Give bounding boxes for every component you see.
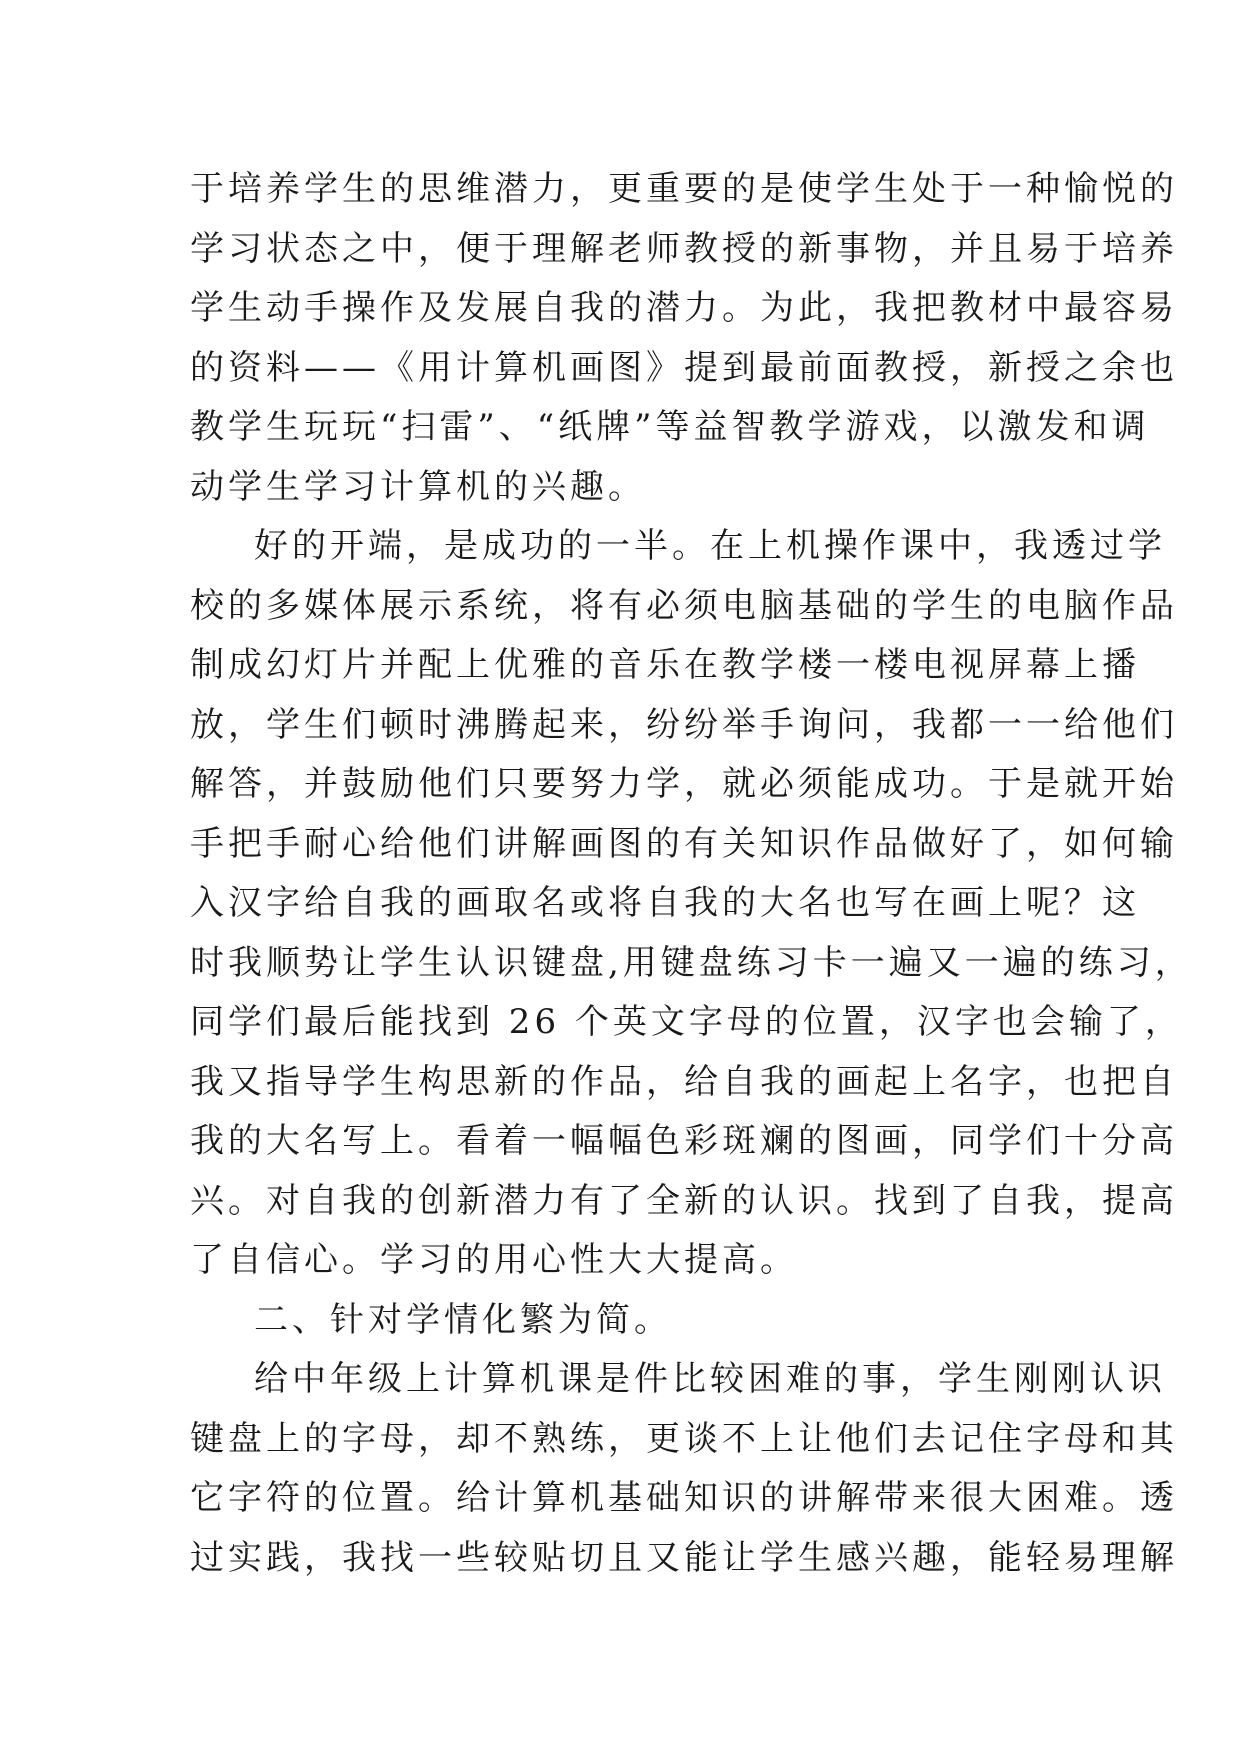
text-line: 的资料——《用计算机画图》提到最前面教授，新授之余也 [190, 347, 1178, 388]
text-line: 学习状态之中，便于理解老师教授的新事物，并且易于培养 [190, 228, 1178, 269]
text-line: 解答，并鼓励他们只要努力学，就必须能成功。于是就开始 [190, 764, 1178, 804]
text-line: 于培养学生的思维潜力，更重要的是使学生处于一种愉悦的 [190, 169, 1178, 209]
text-line: 键盘上的字母，却不熟练，更谈不上让他们去记住字母和其 [190, 1418, 1178, 1459]
text-line: 放，学生们顿时沸腾起来，纷纷举手询问，我都一一给他们 [190, 704, 1178, 745]
text-line: 教学生玩玩“扫雷”、“纸牌”等益智教学游戏，以激发和调 [190, 407, 1150, 447]
text-line: 了自信心。学习的用心性大大提高。 [190, 1240, 798, 1280]
text-line: 过实践，我找一些较贴切且又能让学生感兴趣，能轻易理解 [190, 1537, 1178, 1578]
text-line: 兴。对自我的创新潜力有了全新的认识。找到了自我，提高 [190, 1180, 1178, 1221]
paragraph-start-line: 给中年级上计算机课是件比较困难的事，学生刚刚认识 [254, 1359, 1166, 1399]
text-line: 入汉字给自我的画取名或将自我的大名也写在画上呢？这 [190, 883, 1140, 923]
text-line: 它字符的位置。给计算机基础知识的讲解带来很大困难。透 [190, 1478, 1178, 1518]
text-line: 我的大名写上。看着一幅幅色彩斑斓的图画，同学们十分高 [190, 1121, 1178, 1161]
paragraph-start-line: 好的开端，是成功的一半。在上机操作课中，我透过学 [254, 526, 1166, 566]
text-line: 同学们最后能找到 26 个英文字母的位置，汉字也会输了， [190, 1002, 1183, 1042]
text-line: 校的多媒体展示系统，将有必须电脑基础的学生的电脑作品 [190, 585, 1178, 626]
document-body [190, 160, 1193, 1588]
text-line: 我又指导学生构思新的作品，给自我的画起上名字，也把自 [190, 1061, 1178, 1102]
text-line: 制成幻灯片并配上优雅的音乐在教学楼一楼电视屏幕上播 [190, 645, 1140, 685]
text-line: 学生动手操作及发展自我的潜力。为此，我把教材中最容易 [190, 288, 1178, 328]
text-line: 时我顺势让学生认识键盘,用键盘练习卡一遍又一遍的练习， [190, 942, 1193, 983]
text-line: 手把手耐心给他们讲解画图的有关知识作品做好了，如何输 [190, 823, 1178, 864]
section-heading: 二、针对学情化繁为简。 [254, 1299, 672, 1340]
text-line: 动学生学习计算机的兴趣。 [190, 466, 646, 507]
